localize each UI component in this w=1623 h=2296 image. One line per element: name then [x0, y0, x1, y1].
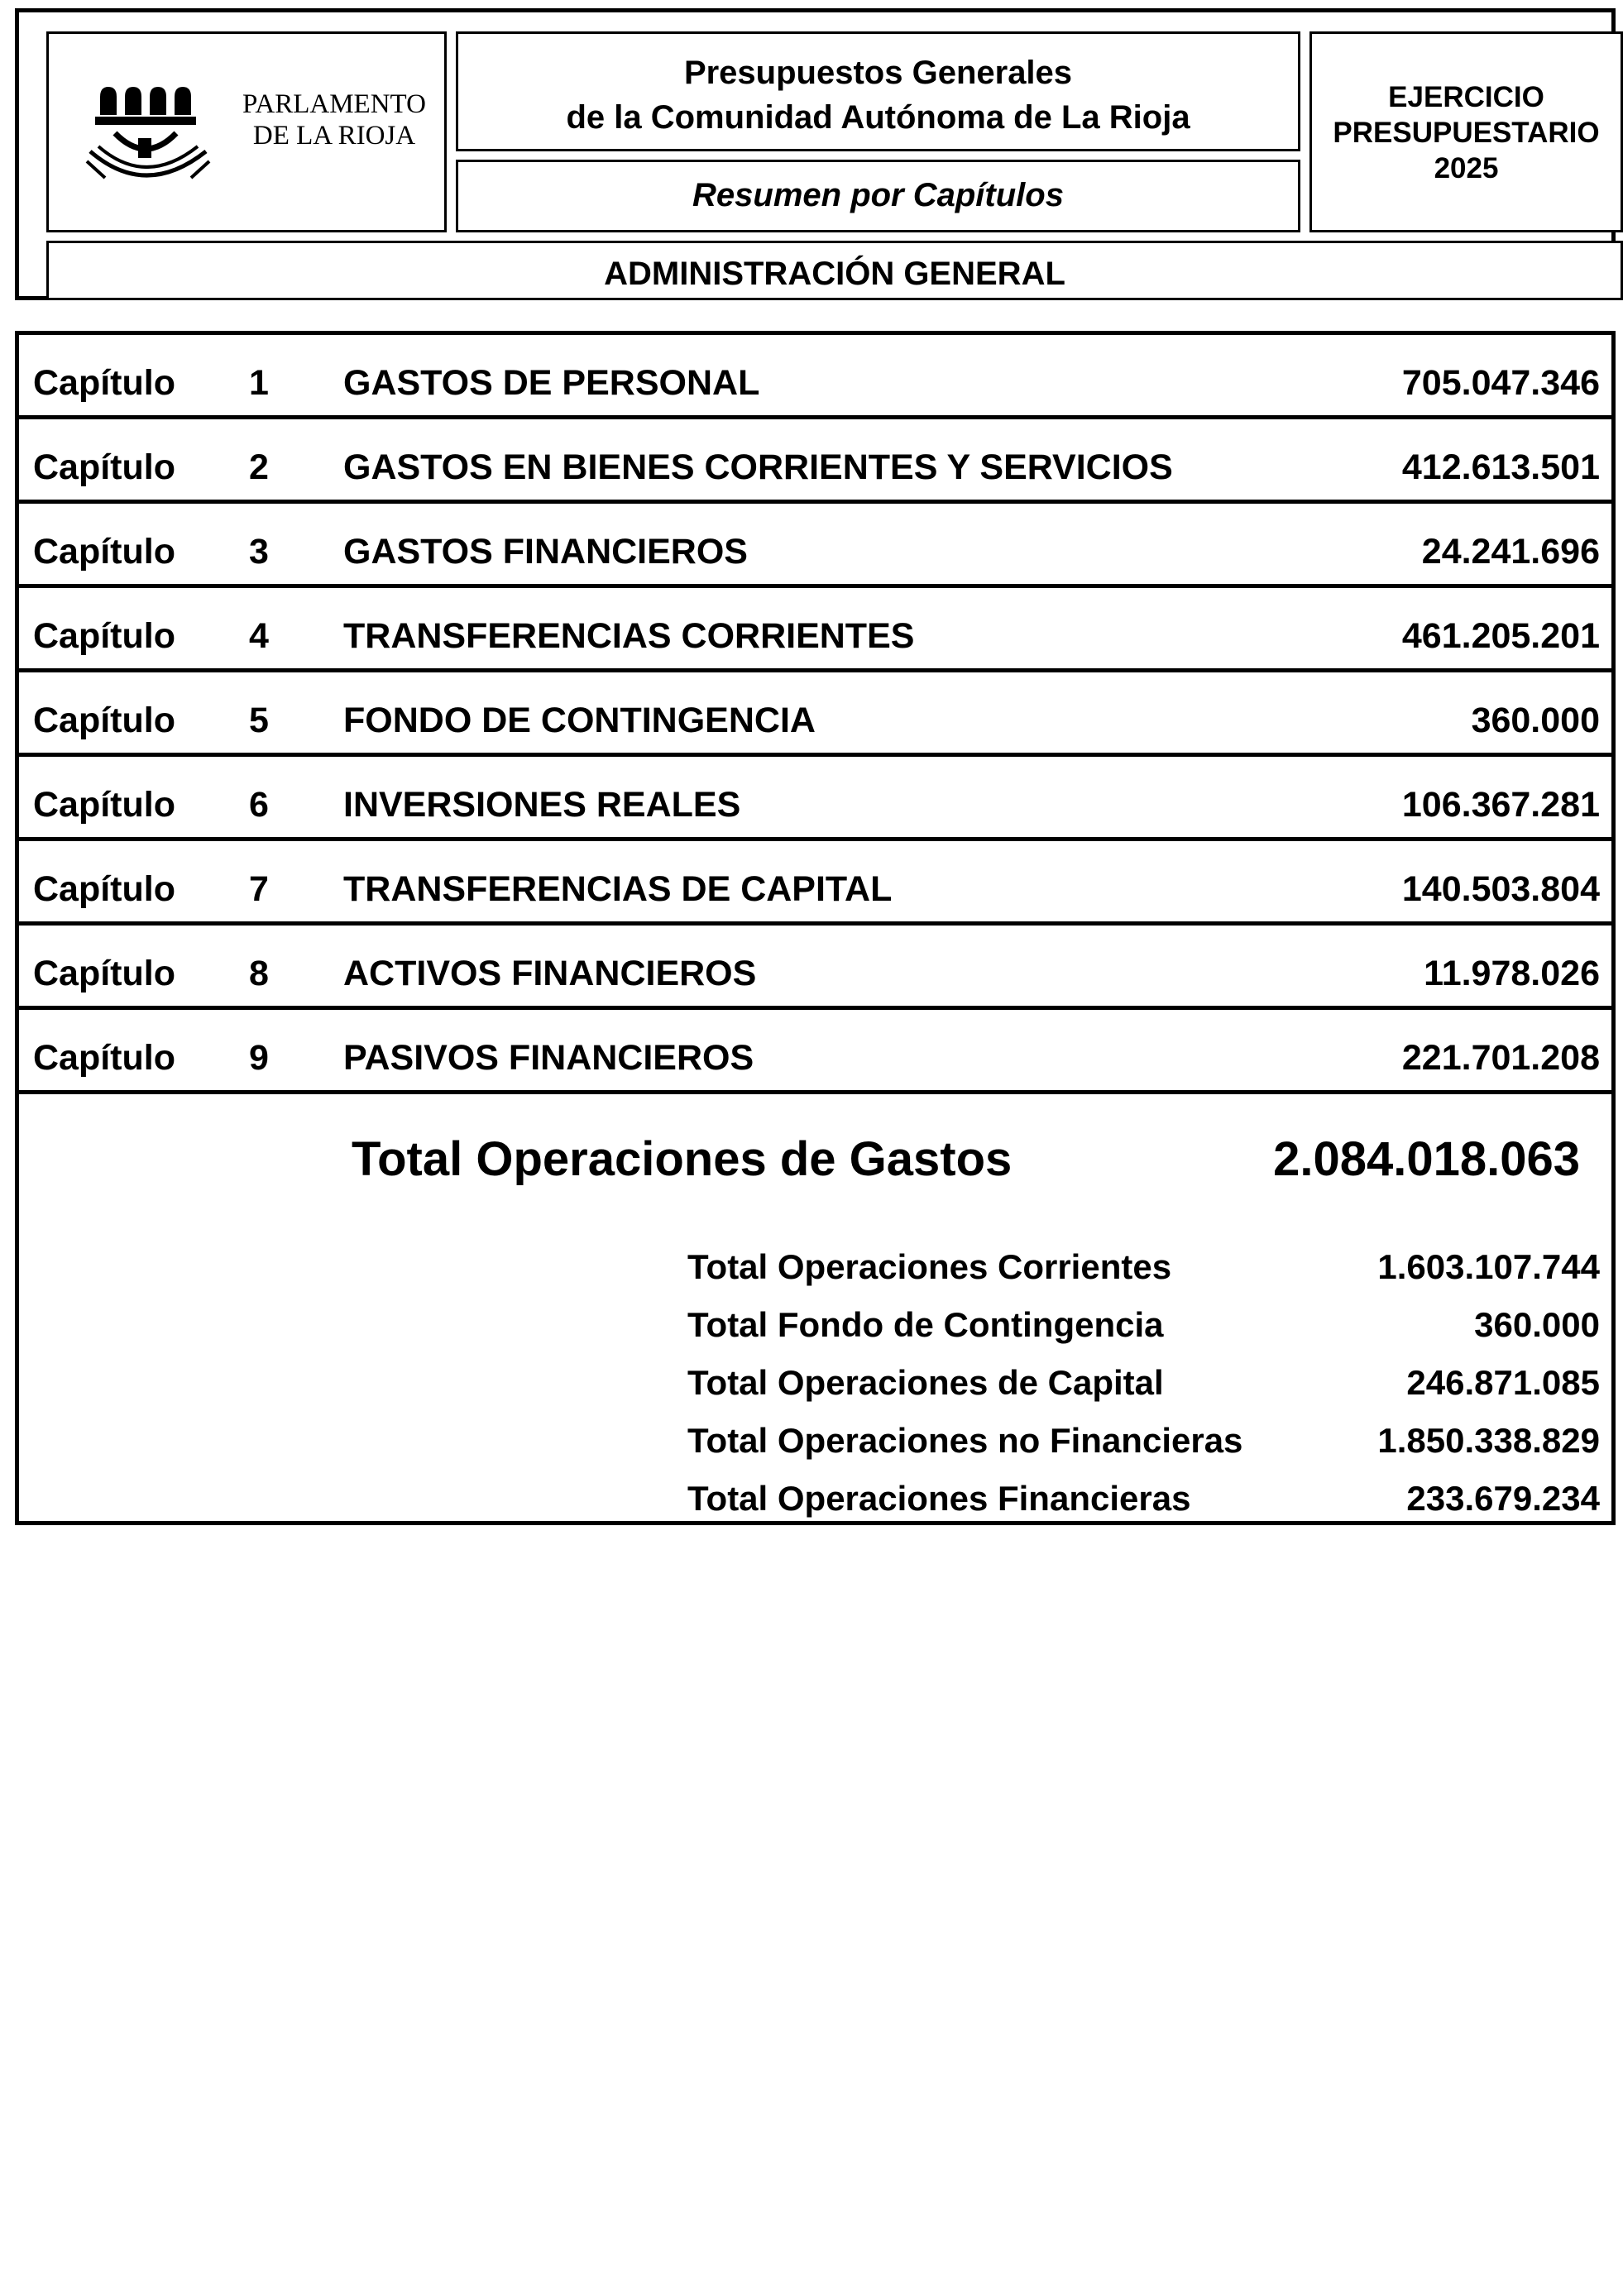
table-row	[15, 584, 1616, 668]
chapter-number: 6	[249, 785, 269, 825]
chapter-amount: 24.241.696	[1421, 532, 1600, 572]
subtotal-label: Total Operaciones Corrientes	[687, 1247, 1172, 1286]
logo-line-1: PARLAMENTO	[242, 89, 426, 119]
table-row	[15, 500, 1616, 584]
grand-total-label: Total Operaciones de Gastos	[352, 1132, 1013, 1186]
chapter-amount: 140.503.804	[1401, 869, 1600, 909]
table-row	[15, 921, 1616, 1006]
chapter-amount: 221.701.208	[1401, 1038, 1600, 1078]
chapter-amount: 412.613.501	[1401, 447, 1600, 487]
subtitle-box	[456, 160, 1300, 232]
chapter-label: Capítulo	[33, 363, 175, 403]
chapter-label: Capítulo	[33, 1038, 175, 1078]
chapters-table	[15, 331, 1616, 1090]
chapter-label: Capítulo	[33, 869, 175, 909]
subtotal-row	[19, 1421, 1611, 1479]
chapter-name: PASIVOS FINANCIEROS	[343, 1038, 754, 1078]
table-row	[15, 415, 1616, 500]
chapter-label: Capítulo	[33, 616, 175, 656]
chapter-number: 9	[249, 1038, 269, 1078]
subtotal-label: Total Operaciones no Financieras	[687, 1421, 1243, 1460]
section-box	[46, 241, 1623, 300]
chapter-label: Capítulo	[33, 785, 175, 825]
subtotal-amount: 1.850.338.829	[1377, 1421, 1600, 1460]
subtotal-label: Total Fondo de Contingencia	[687, 1305, 1164, 1344]
chapter-number: 7	[249, 869, 269, 909]
subtotal-row	[19, 1305, 1611, 1363]
table-row	[15, 837, 1616, 921]
chapter-number: 3	[249, 532, 269, 572]
chapter-number: 8	[249, 954, 269, 993]
chapter-name: GASTOS EN BIENES CORRIENTES Y SERVICIOS	[343, 447, 1173, 487]
chapter-number: 1	[249, 363, 269, 403]
logo-line-2: DE LA RIOJA	[252, 121, 416, 151]
chapter-name: INVERSIONES REALES	[343, 785, 741, 825]
chapter-name: GASTOS FINANCIEROS	[343, 532, 748, 572]
chapter-label: Capítulo	[33, 532, 175, 572]
table-row	[15, 668, 1616, 753]
chapter-name: FONDO DE CONTINGENCIA	[343, 701, 816, 740]
fiscal-year-line-2: PRESUPUESTARIO	[1333, 117, 1600, 149]
chapter-name: TRANSFERENCIAS CORRIENTES	[343, 616, 915, 656]
subtotal-label: Total Operaciones de Capital	[687, 1363, 1164, 1402]
chapter-amount: 705.047.346	[1401, 363, 1600, 403]
chapter-name: ACTIVOS FINANCIEROS	[343, 954, 757, 993]
fiscal-year-box	[1309, 31, 1623, 232]
subtotal-amount: 246.871.085	[1406, 1363, 1600, 1402]
chapter-label: Capítulo	[33, 447, 175, 487]
grand-total-amount: 2.084.018.063	[1273, 1132, 1580, 1186]
table-row	[15, 753, 1616, 837]
fiscal-year-value: 2025	[1434, 152, 1499, 184]
chapter-amount: 106.367.281	[1401, 785, 1600, 825]
subtotal-row	[19, 1479, 1611, 1537]
logo-box	[46, 31, 447, 232]
chapter-label: Capítulo	[33, 954, 175, 993]
chapter-number: 5	[249, 701, 269, 740]
subtotal-amount: 1.603.107.744	[1377, 1247, 1600, 1286]
chapter-label: Capítulo	[33, 701, 175, 740]
chapter-amount: 11.978.026	[1424, 954, 1600, 993]
chapter-amount: 360.000	[1471, 701, 1600, 740]
subtotal-row	[19, 1363, 1611, 1421]
table-row	[15, 331, 1616, 415]
subtotal-amount: 360.000	[1474, 1305, 1600, 1344]
fiscal-year-line-1: EJERCICIO	[1388, 81, 1544, 113]
chapter-number: 4	[249, 616, 269, 656]
title-line-2: de la Comunidad Autónoma de La Rioja	[566, 99, 1190, 136]
logo-wordmark	[223, 88, 446, 151]
section-title: ADMINISTRACIÓN GENERAL	[604, 256, 1065, 292]
subtotal-row	[19, 1247, 1611, 1305]
chapter-name: TRANSFERENCIAS DE CAPITAL	[343, 869, 893, 909]
parliament-emblem-icon	[84, 75, 213, 199]
chapter-number: 2	[249, 447, 269, 487]
totals-section	[15, 1090, 1616, 1525]
document-subtitle: Resumen por Capítulos	[692, 177, 1064, 213]
table-row	[15, 1006, 1616, 1090]
fiscal-year-label	[1312, 79, 1621, 186]
title-line-1: Presupuestos Generales	[683, 55, 1073, 91]
title-box	[456, 31, 1300, 151]
subtotal-amount: 233.679.234	[1406, 1479, 1600, 1518]
chapter-name: GASTOS DE PERSONAL	[343, 363, 760, 403]
document-header	[15, 8, 1616, 300]
subtotal-label: Total Operaciones Financieras	[687, 1479, 1191, 1518]
chapter-amount: 461.205.201	[1401, 616, 1600, 656]
document-title	[458, 50, 1298, 140]
